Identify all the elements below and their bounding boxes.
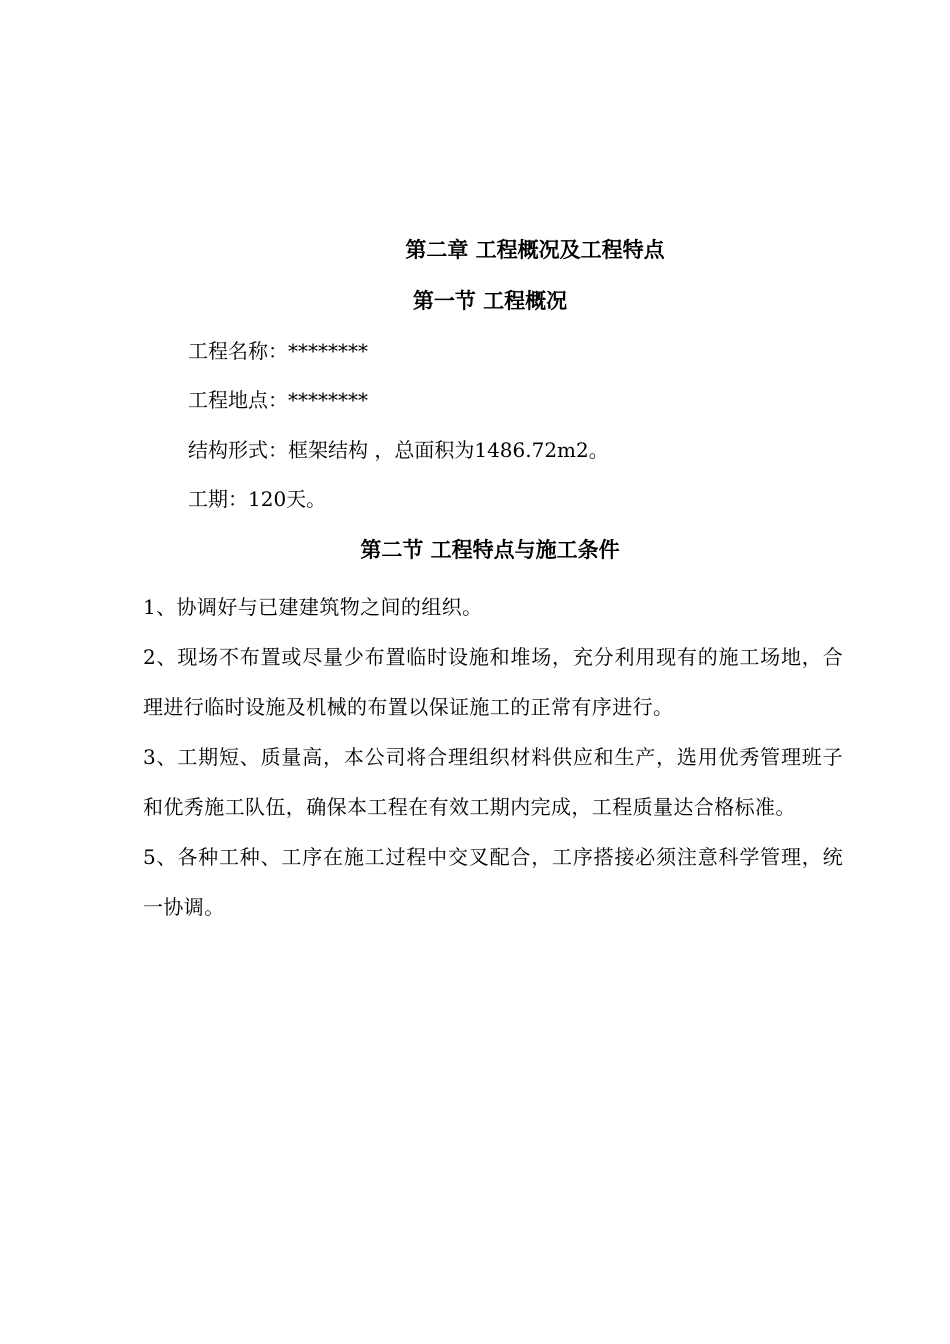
list-item: 1、协调好与已建建筑物之间的组织。 bbox=[143, 595, 483, 619]
chapter-title: 第二章 工程概况及工程特点 bbox=[405, 237, 665, 262]
list-item: 3、工期短、质量高，本公司将合理组织材料供应和生产，选用优秀管理班子和优秀施工队伍，确保本工程在有效工期内完成，工程质量达合格标准。 bbox=[143, 745, 843, 819]
section-title-overview: 第一节 工程概况 bbox=[412, 288, 568, 313]
project-name-line: 工程名称：******** bbox=[188, 339, 368, 363]
list-item: 5、各种工种、工序在施工过程中交叉配合，工序搭接必须注意科学管理，统一协调。 bbox=[143, 845, 843, 919]
duration-line: 工期：120天。 bbox=[188, 487, 327, 511]
list-item: 2、现场不布置或尽量少布置临时设施和堆场，充分利用现有的施工场地，合理进行临时设施及机械的布置以保证施工的正常有序进行。 bbox=[143, 645, 843, 719]
structure-type-line: 结构形式：框架结构 ，总面积为1486.72m2。 bbox=[188, 438, 609, 462]
project-location-line: 工程地点：******** bbox=[188, 388, 368, 412]
section-title-features: 第二节 工程特点与施工条件 bbox=[360, 537, 620, 562]
feature-list bbox=[143, 582, 843, 932]
